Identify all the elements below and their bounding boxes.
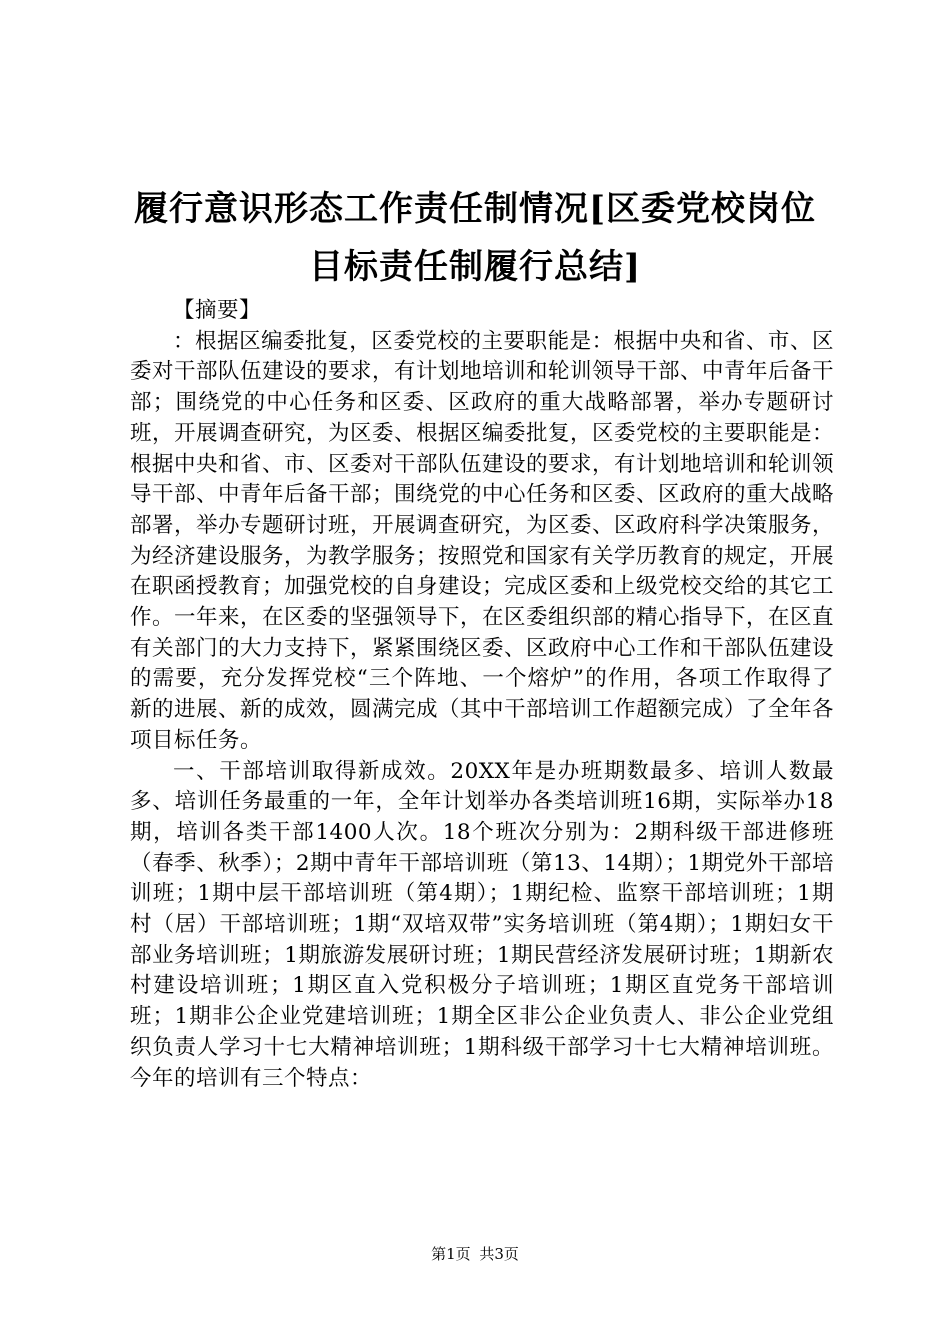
document-body: [130, 296, 834, 1094]
abstract-label: 【摘要】: [173, 298, 262, 323]
paragraph-2: 一、干部培训取得新成效。20XX年是办班期数最多、培训人数最多、培训任务最重的一年，全年计划举办各类培训班16期，实际举办18期，培训各类干部1400人次。18个班次分别为：2期科级干部进修班（春季、秋季）；2期中青年干部培训班（第13、14期）；1期党外干部培训班；1期中层干部培训班（第4期）；1期纪检、监察干部培训班；1期村（居）干部培训班；1期“双培双带”实务培训班（第4期）；1期妇女干部业务培训班；1期旅游发展研讨班；1期民营经济发展研讨班；1期新农村建设培训班；1期区直入党积极分子培训班；1期区直党务干部培训班；1期非公企业党建培训班；1期全区非公企业负责人、非公企业党组织负责人学习十七大精神培训班；1期科级干部学习十七大精神培训班。今年的培训有三个特点：: [130, 758, 834, 1091]
page-number: 第1页: [431, 1245, 471, 1263]
paragraph-1: ：根据区编委批复，区委党校的主要职能是：根据中央和省、市、区委对干部队伍建设的要求，有计划地培训和轮训领导干部、中青年后备干部；围绕党的中心任务和区委、区政府的重大战略部署，举办专题研讨班，开展调查研究，为区委、根据区编委批复，区委党校的主要职能是：根据中央和省、市、区委对干部队伍建设的要求，有计划地培训和轮训领导干部、中青年后备干部；围绕党的中心任务和区委、区政府的重大战略部署，举办专题研讨班，开展调查研究，为区委、区政府科学决策服务，为经济建设服务，为教学服务；按照党和国家有关学历教育的规定，开展在职函授教育；加强党校的自身建设；完成区委和上级党校交给的其它工作。一年来，在区委的坚强领导下，在区委组织部的精心指导下，在区直有关部门的大力支持下，紧紧围绕区委、区政府中心工作和干部队伍建设的需要，充分发挥党校“三个阵地、一个熔炉”的作用，各项工作取得了新的进展、新的成效，圆满完成（其中干部培训工作超额完成）了全年各项目标任务。: [130, 328, 835, 753]
page-total: 共3页: [479, 1245, 519, 1263]
page-footer: [0, 1244, 950, 1264]
document-title: 履行意识形态工作责任制情况[区委党校岗位目标责任制履行总结]: [133, 189, 817, 287]
